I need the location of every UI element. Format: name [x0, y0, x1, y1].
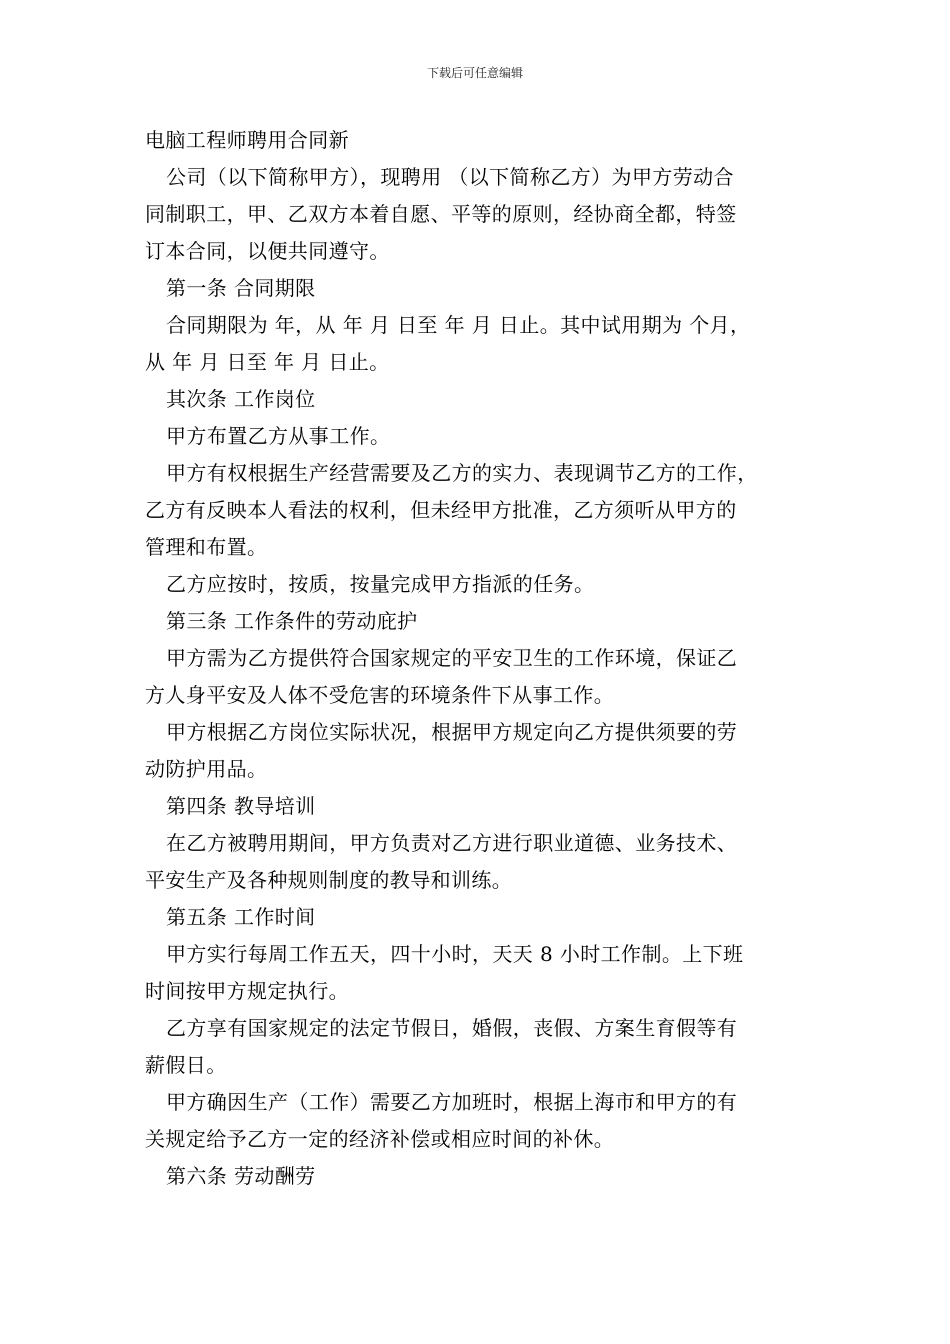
text-line: 薪假日。	[145, 1053, 227, 1077]
text-line: 合同期限为 年，从 年 月 日至 年 月 日止。其中试用期为 个月，	[166, 313, 751, 337]
text-line: 第三条 工作条件的劳动庇护	[166, 609, 418, 633]
text-line: 订本合同，以便共同遵守。	[145, 239, 390, 263]
text-line: 方人身平安及人体不受危害的环境条件下从事工作。	[145, 683, 615, 707]
text-line: 时间按甲方规定执行。	[145, 979, 349, 1003]
text-line: 管理和布置。	[145, 535, 268, 559]
text-line: 第四条 教导培训	[166, 794, 316, 818]
text-line: 乙方有反映本人看法的权利，但未经甲方批准，乙方须听从甲方的	[145, 498, 737, 522]
page-header-note: 下载后可任意编辑	[426, 66, 523, 80]
text-line: 乙方应按时，按质，按量完成甲方指派的任务。	[166, 572, 595, 596]
text-line: 同制职工，甲、乙双方本着自愿、平等的原则，经协商全都，特签	[145, 202, 737, 226]
text-line: 甲方根据乙方岗位实际状况，根据甲方规定向乙方提供须要的劳	[166, 720, 738, 744]
text-line: 乙方享有国家规定的法定节假日，婚假，丧假、方案生育假等有	[166, 1016, 738, 1040]
text-line: 甲方确因生产（工作）需要乙方加班时，根据上海市和甲方的有	[166, 1090, 738, 1114]
text-line: 关规定给予乙方一定的经济补偿或相应时间的补休。	[145, 1127, 615, 1151]
text-line: 第一条 合同期限	[166, 276, 316, 300]
text-line: 甲方实行每周工作五天，四十小时，天天 8 小时工作制。上下班	[166, 942, 744, 966]
text-line: 从 年 月 日至 年 月 日止。	[145, 350, 390, 374]
text-line: 其次条 工作岗位	[166, 387, 316, 411]
text-line: 动防护用品。	[145, 757, 268, 781]
document-title: 电脑工程师聘用合同新	[145, 128, 349, 152]
text-line: 公司（以下简称甲方），现聘用 （以下简称乙方）为甲方劳动合	[166, 165, 734, 189]
text-line: 在乙方被聘用期间，甲方负责对乙方进行职业道德、业务技术、	[166, 831, 738, 855]
text-line: 甲方需为乙方提供符合国家规定的平安卫生的工作环境，保证乙	[166, 646, 738, 670]
document-paragraphs	[145, 159, 809, 1195]
text-line: 甲方布置乙方从事工作。	[166, 424, 391, 448]
text-line: 平安生产及各种规则制度的教导和训练。	[145, 868, 513, 892]
text-line: 第六条 劳动酬劳	[166, 1164, 316, 1188]
document-body	[145, 122, 809, 1195]
text-line: 第五条 工作时间	[166, 905, 316, 929]
text-line: 甲方有权根据生产经营需要及乙方的实力、表现调节乙方的工作，	[166, 461, 758, 485]
